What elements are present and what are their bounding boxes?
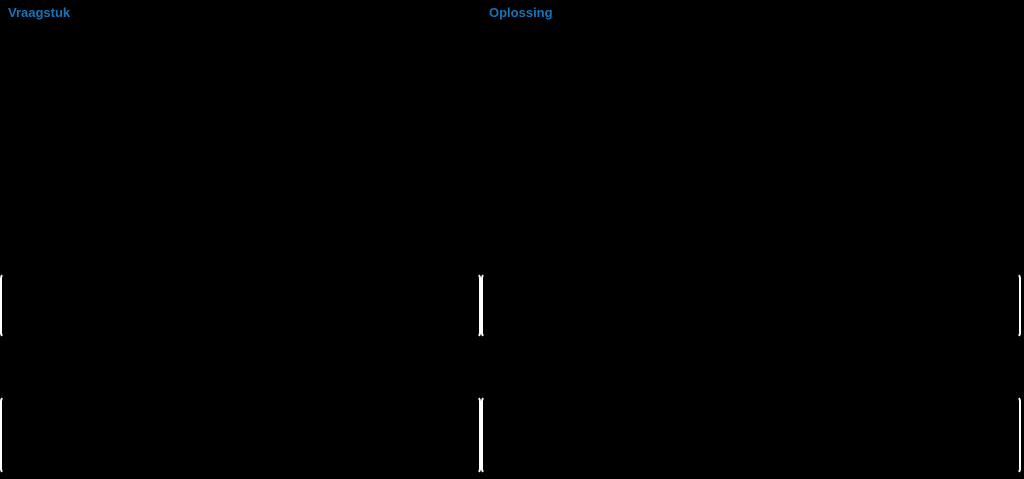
vraagstuk-field-1[interactable] — [0, 273, 481, 338]
oplossing-heading: Oplossing — [489, 5, 553, 20]
oplossing-field-1[interactable] — [481, 273, 1021, 338]
column-vraagstuk — [0, 0, 481, 479]
vraagstuk-field-2[interactable] — [0, 396, 481, 474]
vraagstuk-heading: Vraagstuk — [8, 5, 71, 20]
oplossing-field-2[interactable] — [481, 396, 1021, 474]
column-oplossing — [481, 0, 1021, 479]
